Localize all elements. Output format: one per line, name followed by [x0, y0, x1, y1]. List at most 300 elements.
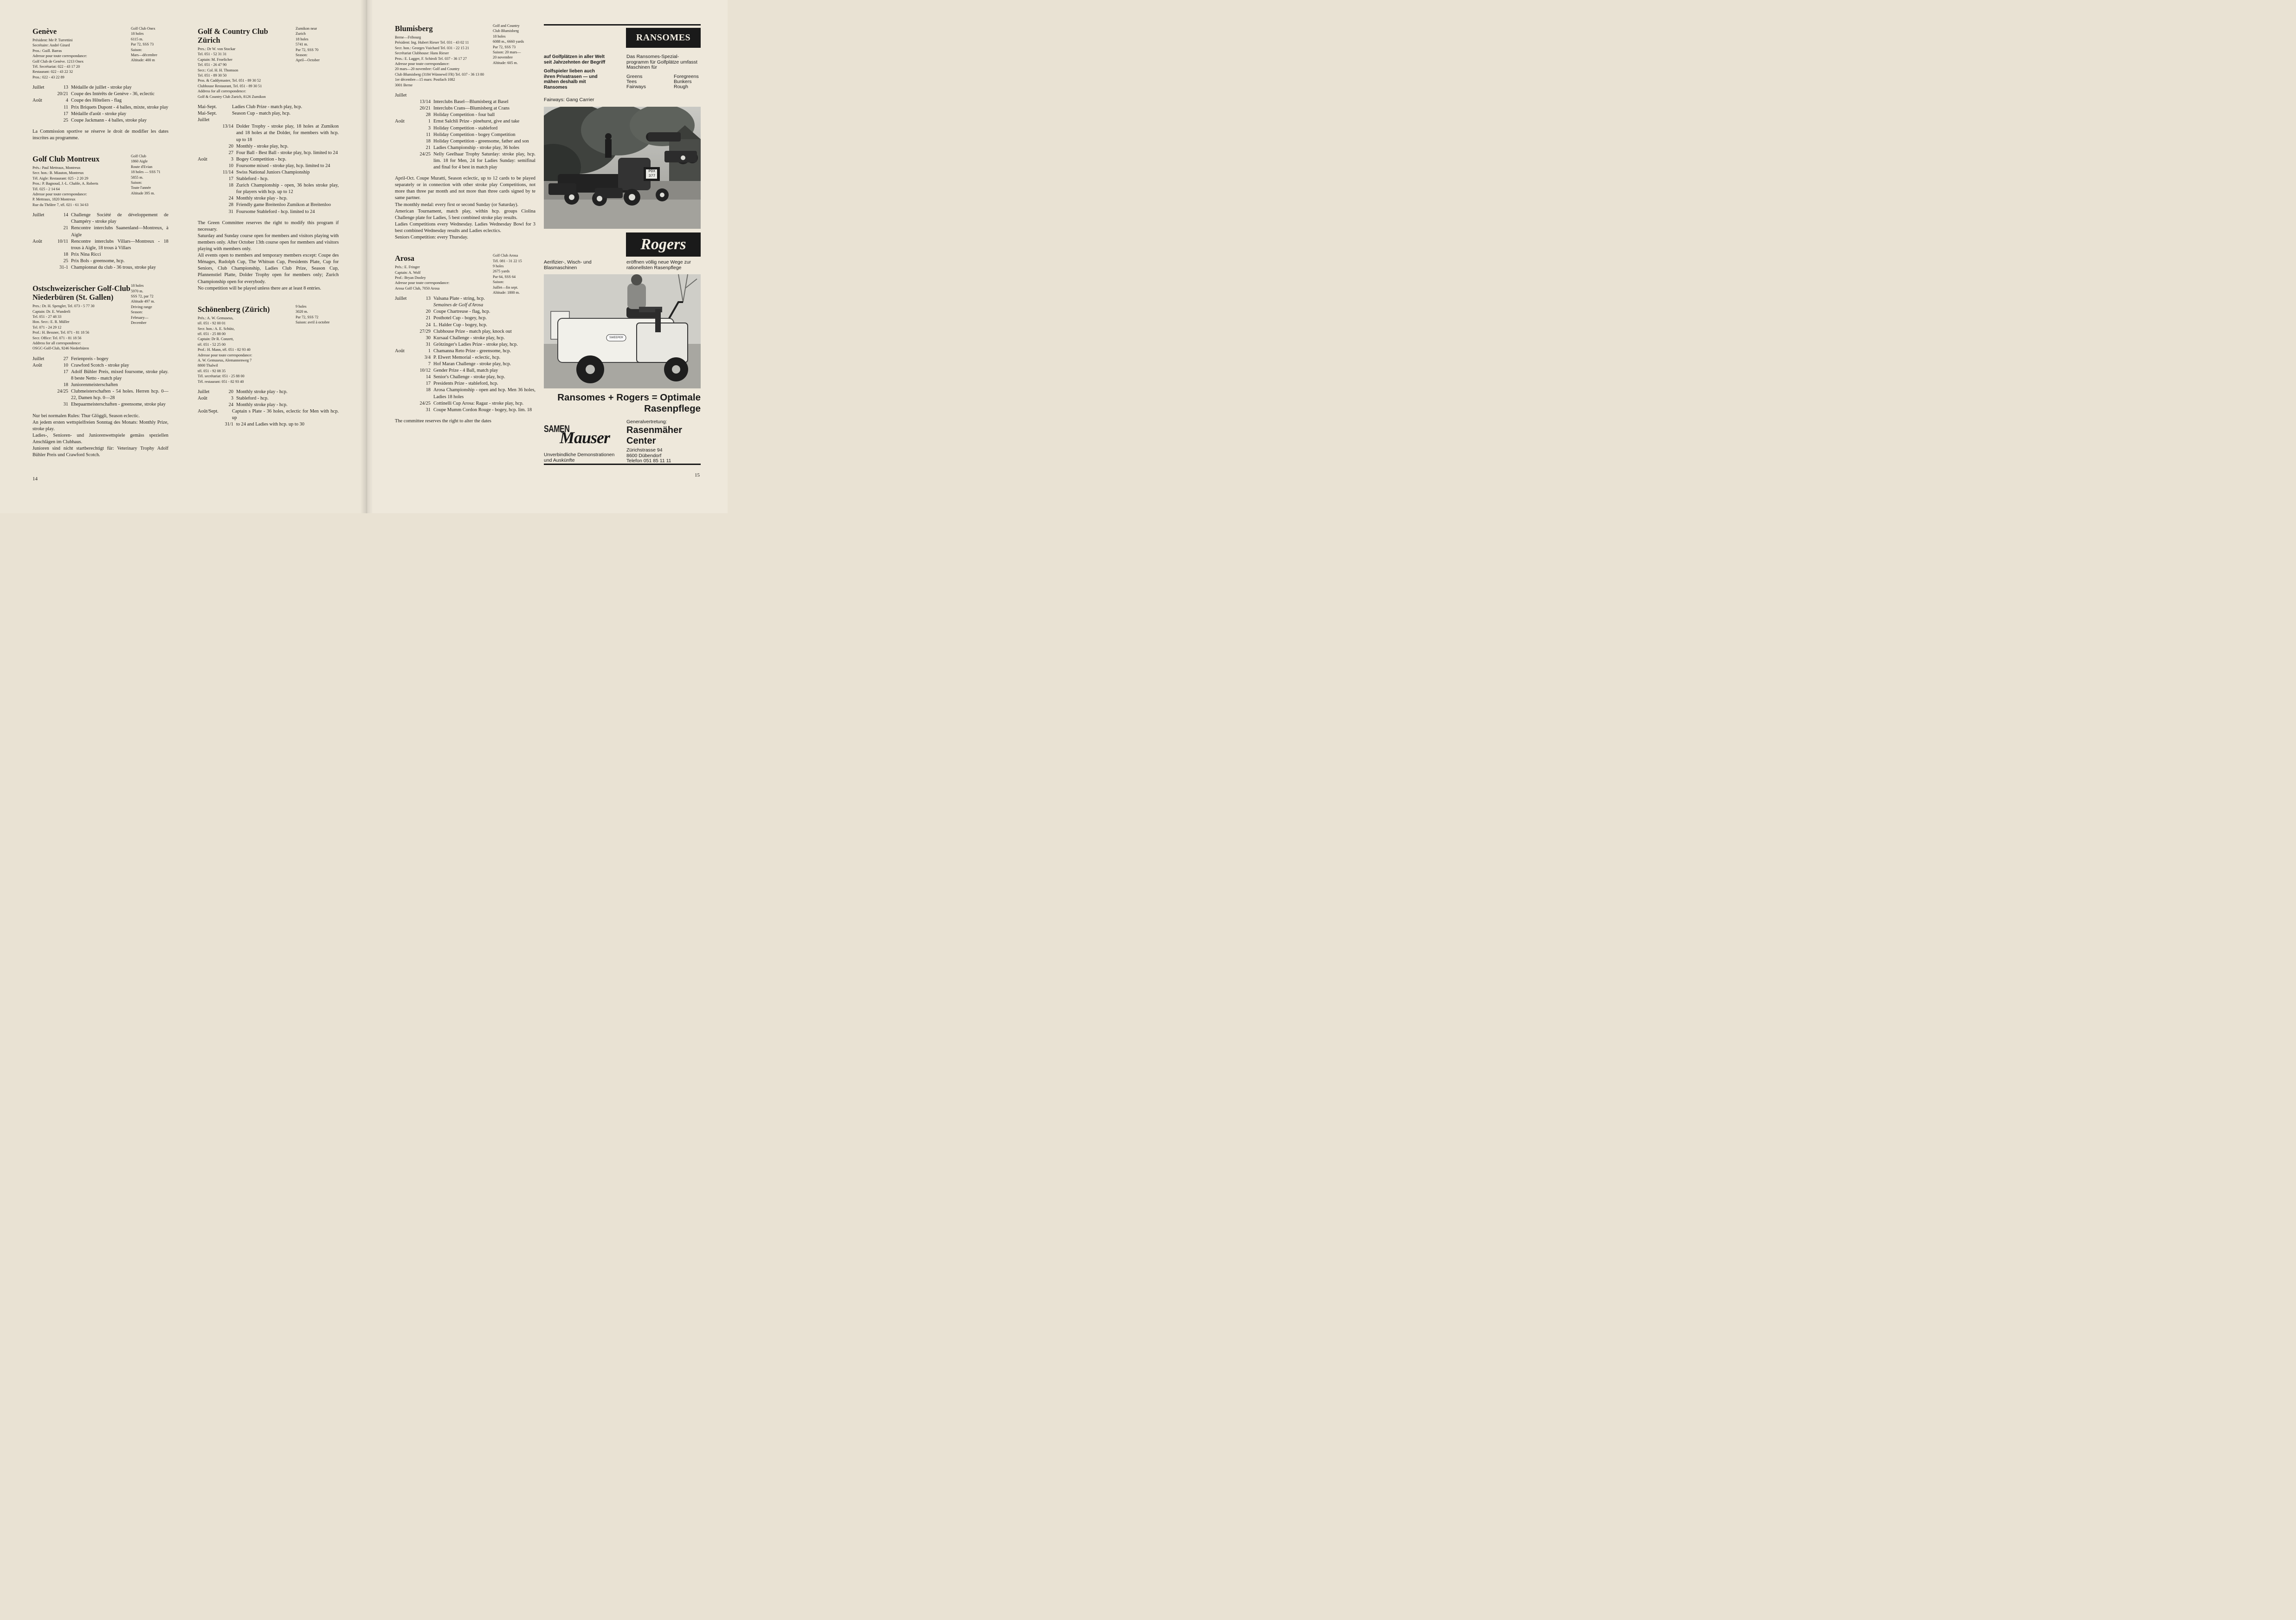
event-title: Crawford Scotch - stroke play — [71, 362, 129, 368]
event-row — [198, 209, 339, 215]
event-date: 17 — [228, 176, 233, 182]
event-title: Semaines de Golf d'Arosa — [433, 303, 484, 308]
event-row — [395, 322, 535, 329]
event-month — [32, 265, 52, 271]
event-month — [395, 387, 415, 400]
event-row — [395, 309, 535, 315]
event-month — [32, 382, 52, 388]
event-row — [395, 368, 535, 374]
event-month — [32, 252, 52, 258]
club-officials: Prés.: E. Fringer Captain: A. Wolf Prof.: Bryan Dooley Adresse pour toute correspondance: Arosa Golf Club, 7050 Arosa — [395, 265, 450, 290]
club-note: Nur bei normalen Rules: Thur Glöggli, Season eclectic. An jedem ersten wettspielfreien Sonntag des Monats: Monthly Prize, stroke play. Ladies-, Senioren- und Juniorenwettspiele gemäss speziellen Anschlägen im Clubhaus. Junioren sind nicht startberechtigt für: Veterinary Trophy Adolf Bühler Preis und Crawford Scotch. — [32, 413, 168, 458]
club-note: April-Oct. Coupe Muratti, Season eclectic, up to 12 cards to be played separately or in connection with other stroke play Competitions, not more than three par month and not more than three cards signed by te same partner. The monthly medal: every first or second Sunday (or Saturday). American Tournament, match play, within hcp. groups Ciolina Challenge plate for Ladies, 5 best combined stroke play results. Ladies Competitions every Wednesday. Ladies Wednesday Bowl for 3 best combined Wednesday results and Ladies eclectics. Seniors Competition: every Thursday. — [395, 176, 535, 240]
event-title: Holiday Competition - four ball — [433, 112, 495, 118]
event-row — [395, 118, 535, 125]
event-row — [395, 329, 535, 335]
event-date: 4 — [65, 98, 68, 103]
advert-bottom-rule — [544, 464, 701, 465]
event-title: Cottinelli Cup Arosa: Ragaz - stroke play, hcp. — [433, 400, 524, 406]
event-title: Monthly stroke play - hcp. — [236, 402, 288, 408]
club-title-line: Schönenberg (Zürich) — [198, 304, 270, 314]
event-row — [32, 104, 168, 111]
event-row — [32, 84, 168, 91]
event-date: 27 — [63, 356, 68, 361]
event-month — [198, 195, 218, 202]
club-header — [32, 26, 168, 80]
event-date: 1 — [428, 348, 431, 354]
licence-plate: PDX 377 — [648, 169, 656, 178]
machine-bunkers: Bunkers — [674, 79, 692, 84]
event-title: Juniorenmeisterschaften — [71, 382, 118, 388]
event-list — [395, 92, 535, 171]
club-header — [395, 23, 535, 88]
event-date: 20/21 — [57, 91, 68, 97]
event-title: Coupe des Hôteliers - flag — [71, 98, 122, 103]
event-title: Friendly game Breitenloo Zumikon at Breitenloo — [236, 202, 331, 208]
event-date: 10/12 — [419, 368, 431, 374]
event-month: Août — [32, 362, 42, 368]
event-title: Ernst Salchli Prize - pinehurst, give and take — [433, 119, 520, 124]
event-month: Août — [32, 239, 42, 244]
club-title-line: Arosa — [395, 254, 414, 263]
course-details: Zumikon near Zurich 18 holes 5741 m. Par 72, SSS 70 Season: April—October — [296, 26, 320, 63]
club-title-line: Zürich — [198, 36, 220, 45]
event-month — [198, 209, 218, 215]
club-header — [198, 304, 339, 384]
rogers-intro-left: Aerifizier-, Wisch- und Blasmaschinen — [544, 259, 592, 271]
club-note: The Green Committee reserves the right to modify this program if necessary. Saturday and Sunday course open for members and visitors playing with members only. After October 13th course open for members and visitors playing with members only. All events open to members and temporary members except: Coupe des Ménages, Rudolph Cup, The Whitsun Cup, Presidents Plate, Cup for Seniors, Club Championship, Ladies Club Prize, Season Cup, Pfannenstiel Platte, Dolder Trophy open for members only; Zurich Championship open for everybody. No competition will be played unless there are at least 8 entries. — [198, 220, 339, 291]
event-row — [395, 315, 535, 322]
samen-mauser-logo — [544, 418, 618, 455]
event-row — [395, 151, 535, 171]
course-details: Golf Club 1860 Aigle Route d'Evian 18 holes — SSS 71 5855 m. Saison: Toute l'année Altitude 395 m. — [131, 154, 161, 195]
event-row — [198, 156, 339, 163]
event-title: Stableford - hcp. — [236, 396, 269, 401]
event-date: 3 — [428, 125, 431, 131]
event-month — [198, 176, 218, 182]
event-title: Holiday Competition - bogey Competition — [433, 132, 516, 137]
center-address — [626, 448, 671, 464]
event-month — [198, 123, 218, 143]
event-row — [198, 182, 339, 195]
event-title: Médaille d'août - stroke play — [71, 111, 127, 116]
event-month — [395, 368, 415, 374]
event-month — [395, 361, 415, 368]
event-title: Adolf Bühler Preis, mixed foursome, stroke play. 8 beste Netto - match play — [71, 369, 168, 381]
rogers-intro-right: eröffnen völlig neue Wege zur rationellsten Rasenpflege — [626, 259, 691, 271]
event-date: 25 — [63, 117, 68, 123]
event-title: Championnat du club - 36 trous, stroke play — [71, 265, 156, 270]
event-date: 31 — [63, 402, 68, 407]
machine-tees: Tees — [626, 79, 637, 84]
mauser-caption: Unverbindliche Demonstrationen und Auskünfte — [544, 452, 615, 463]
club-officials: Président: Me P. Turrettini Secrétaire: André Girard Pros.: Guill. Barras Adresse pour toute correspondance: Golf Club de Genève. 1213 Onex Tél. Secrétariat: 022 - 43 17 20 Restaurant: 022 - 43 22 32 Pros.: 022 - 43 22 89 — [32, 38, 87, 79]
event-date: 17 — [426, 381, 431, 387]
address-line-3: Telefon 051 85 11 11 — [626, 458, 671, 464]
event-row — [395, 99, 535, 105]
event-title: Arosa Championship - open and hcp. Men 36 holes, Ladies 18 holes — [433, 387, 535, 400]
event-date: 3/4 — [424, 355, 431, 360]
event-title: Nelly Geelhaar Trophy Saturday: stroke play, hcp. lim. 18 for Men, 24 for Ladies Sunday: semifinal and final for 4 best in match play — [433, 151, 535, 170]
event-title: Hof Maran Challenge - stroke play, hcp. — [433, 361, 511, 367]
club-title-line: Genève — [32, 27, 57, 36]
sweeper-photo — [544, 274, 701, 388]
event-month — [395, 374, 415, 381]
ransomes-logo: RANSOMES — [626, 28, 701, 48]
event-date: 13 — [426, 296, 431, 302]
event-month: Juillet — [32, 85, 45, 90]
event-title: Rencontre interclubs Saanenland—Montreux, à Aigle — [71, 226, 168, 238]
event-date: 30 — [426, 335, 431, 341]
event-title: Clubmeisterschaften - 54 holes. Herren hcp. 0—22, Damen hcp. 0—28 — [71, 389, 168, 401]
club-header — [32, 283, 168, 351]
event-date — [218, 117, 236, 123]
event-date: 24/25 — [419, 400, 431, 406]
event-title: Chamanna Reto Prize - greensome, hcp. — [433, 348, 511, 354]
event-month — [395, 322, 415, 329]
event-date — [415, 92, 433, 99]
event-month — [32, 117, 52, 124]
advert-slogan — [544, 392, 701, 414]
event-date: 24 — [228, 196, 233, 201]
event-month: Août — [198, 396, 207, 401]
event-row — [395, 374, 535, 381]
club-officials: Pres.: Dr W. von Stockar Tel. 051 - 52 31 31 Captain: M. Froelicher Tel. 051 - 26 47 90 Secr.: Col. H. H. Thomson Tel. 051 - 89 30 50 Pros. & Caddymaster, Tel. 051 - 89 30 52 Clubhouse Restaurant, Tel. 051 - 89 30 51 Address for all correspondence: Golf & Country Club Zurich, 8126 Zumikon — [198, 47, 266, 99]
event-title: Interclubs Basel—Blumisberg at Basel — [433, 99, 509, 105]
event-row — [395, 335, 535, 342]
event-month — [395, 381, 415, 387]
event-date: 11 — [63, 104, 68, 110]
event-date: 18 — [228, 183, 233, 188]
event-month — [32, 388, 52, 401]
event-date: 18 — [426, 138, 431, 144]
event-title: Clubhouse Prize - match play, knock out — [433, 329, 512, 334]
slogan-line-1: Ransomes + Rogers = Optimale — [557, 392, 701, 403]
event-date: 24/25 — [57, 389, 68, 394]
ransomes-intro-right: Das Ransomes-Spezial-programm für Golfplätze umfasst Maschinen für — [626, 54, 697, 70]
event-date: 14 — [426, 374, 431, 380]
rasenmaeher-center — [626, 425, 682, 446]
event-list — [32, 212, 168, 271]
event-month — [198, 150, 218, 156]
event-date: 11/14 — [222, 170, 233, 175]
event-date: 11 — [426, 132, 431, 137]
event-title: Rencontre interclubs Villars—Montreux - 18 trous à Aigle, 18 trous à Villars — [71, 239, 168, 251]
event-month: Juillet — [395, 296, 407, 302]
event-date: 24 — [228, 402, 233, 408]
club-header — [32, 154, 168, 207]
event-date: 20/21 — [419, 106, 431, 111]
club-section — [32, 283, 168, 458]
machine-fairways: Fairways — [626, 84, 646, 90]
event-row — [198, 150, 339, 156]
event-month — [32, 91, 52, 97]
event-row — [32, 111, 168, 117]
event-title: Presidents Prize - stableford, hcp. — [433, 381, 498, 387]
event-title: Valsana Plate - string, hcp. — [433, 296, 485, 302]
club-officials: Berne—Fribourg Président: Ing. Hubert Rieser Tel. 031 - 43 02 11 Secr. hon.: Georges Vuichard Tel. 031 - 22 15 21 Secrétariat Clubhouse: Hans Rieser Pros.: E. Lagger, F. Schiroli Tel. 037 - 36 17 27 Adresse pour toute correspondance: 20 mars—20 novembre: Golf and Country Club Blumisberg (3184 Wünnewil FR) Tel. 037 - 36 13 80 1er décembre—15 mars: Postfach 1082 3001 Berne — [395, 35, 484, 87]
event-title: Zurich Championship - open, 36 holes stroke play, for players with hcp. up to 12 — [236, 183, 339, 195]
event-row — [395, 400, 535, 407]
event-month — [395, 407, 415, 413]
event-month — [395, 145, 415, 151]
event-row — [198, 117, 339, 123]
event-row — [395, 302, 535, 309]
event-month: Juillet — [395, 93, 407, 98]
event-date: 10 — [228, 163, 233, 168]
slogan-line-2: Rasenpflege — [644, 403, 701, 414]
club-title-line: Golf & Country Club — [198, 27, 268, 36]
event-title — [236, 117, 339, 123]
event-month — [32, 111, 52, 117]
event-row — [198, 195, 339, 202]
event-title: Prix Briquets Dupont - 4 balles, mixte, stroke play — [71, 104, 168, 110]
event-date: 18 — [63, 252, 68, 257]
event-row — [32, 362, 168, 369]
event-row — [395, 342, 535, 348]
event-row — [395, 145, 535, 151]
event-row — [198, 402, 339, 408]
event-month — [198, 182, 218, 195]
event-row — [395, 132, 535, 138]
event-row — [198, 421, 339, 428]
club-section — [198, 26, 339, 292]
address-line-1: Zürichstrasse 94 — [626, 447, 663, 453]
event-date: 24/25 — [419, 151, 431, 157]
event-date: 13 — [63, 85, 68, 90]
event-date: 31 — [426, 407, 431, 413]
center-line-1: Rasenmäher — [626, 425, 683, 435]
event-date: 27/29 — [419, 329, 431, 334]
event-row — [32, 401, 168, 408]
event-date: 18 — [426, 387, 431, 393]
event-title: Prix Nina Ricci — [71, 252, 101, 257]
event-month — [32, 225, 52, 238]
event-month — [395, 315, 415, 322]
event-title: Foursome Stableford - hcp. limited to 24 — [236, 209, 315, 214]
event-row — [395, 348, 535, 355]
event-date: 20 — [228, 143, 233, 149]
event-date: 17 — [63, 111, 68, 116]
event-title: Senior's Challenge - stroke play, hcp. — [433, 374, 505, 380]
event-row — [32, 356, 168, 362]
event-title: to 24 and Ladies with hcp. up to 30 — [236, 422, 304, 427]
event-date: 18 — [63, 382, 68, 388]
event-row — [32, 388, 168, 401]
event-list — [32, 84, 168, 124]
event-title: Dolder Trophy - stroke play, 18 holes at Zumikon and 18 holes at the Dolder, for members with hcp. up to 18 — [236, 124, 339, 142]
event-month — [395, 125, 415, 132]
event-title: Kursaal Challenge - stroke play, hcp. — [433, 335, 505, 341]
event-list — [395, 296, 535, 413]
right-column-1 — [395, 23, 535, 437]
event-title: Médaille de juillet - stroke play — [71, 85, 132, 90]
course-details: Golf and Country Club Blumisberg 18 holes 6088 m., 6660 yards Par 72, SSS 73 Saison: 20 mars— 20 novembre Altitude: 605 m. — [493, 24, 524, 65]
event-date: 14 — [63, 213, 68, 218]
event-month — [198, 143, 218, 150]
club-header — [198, 26, 339, 99]
page-gutter — [360, 0, 373, 513]
event-title: Foursome mixed - stroke play, hcp. limited to 24 — [236, 163, 330, 168]
center-line-2: Center — [626, 436, 656, 446]
event-title: Prix Bols - greensome, hcp. — [71, 258, 125, 264]
event-row — [32, 265, 168, 271]
event-date: 13/14 — [419, 99, 431, 105]
gang-carrier-photo — [544, 107, 701, 229]
ransomes-rogers-advert — [544, 24, 701, 465]
address-line-2: 8600 Dübendorf — [626, 452, 662, 458]
event-month — [395, 329, 415, 335]
event-month — [395, 138, 415, 145]
event-month — [395, 112, 415, 118]
event-month — [198, 402, 218, 408]
club-title-line: Blumisberg — [395, 24, 433, 33]
event-date — [415, 302, 433, 309]
event-month: Août — [395, 119, 405, 124]
event-month: Juillet — [32, 356, 45, 361]
event-title: Grötzinger's Ladies Prize - stroke play, hcp. — [433, 342, 518, 347]
event-row — [198, 176, 339, 182]
machine-foregreens: Foregreens — [674, 74, 699, 79]
club-section — [32, 26, 168, 142]
event-date: 7 — [428, 361, 431, 367]
left-column-2 — [198, 26, 339, 440]
event-date: 17 — [63, 369, 68, 374]
generalvertretung-label: Generalvertretung: — [626, 419, 667, 425]
event-title: Bogey Competition - hcp. — [236, 156, 286, 162]
event-date: 31/1 — [225, 422, 233, 427]
event-month — [32, 258, 52, 265]
event-row — [198, 395, 339, 402]
event-month — [32, 401, 52, 408]
event-month: Juillet — [198, 117, 210, 123]
event-month: Août — [198, 156, 207, 162]
event-date: 31 — [426, 342, 431, 347]
event-date: 3 — [231, 396, 233, 401]
event-month — [395, 400, 415, 407]
event-title: Coupe Mumm Cordon Rouge - bogey, hcp. lim. 18 — [433, 407, 532, 413]
club-section — [32, 154, 168, 271]
event-month: Août/Sept. — [198, 409, 219, 414]
event-row — [395, 112, 535, 118]
event-row — [32, 239, 168, 252]
event-row — [32, 91, 168, 97]
club-section — [395, 23, 535, 241]
event-row — [395, 92, 535, 99]
club-title-line: Niederbüren (St. Gallen) — [32, 293, 114, 302]
event-date: 25 — [63, 258, 68, 264]
event-date: 24 — [426, 322, 431, 328]
club-header — [395, 253, 535, 295]
event-month — [32, 104, 52, 111]
event-title: Challenge Société de développement de Champéry - stroke play — [71, 213, 168, 225]
page-number-left: 14 — [32, 476, 38, 482]
club-note: The committee reserves the right to alter the dates — [395, 418, 491, 424]
event-title: Ladies Club Prize - match play, hcp. — [232, 104, 303, 110]
event-month — [395, 99, 415, 105]
event-row — [32, 117, 168, 124]
magazine-spread — [0, 0, 728, 513]
event-row — [198, 202, 339, 208]
event-month — [395, 335, 415, 342]
event-row — [198, 408, 339, 421]
event-date: 10/11 — [57, 239, 68, 244]
event-title: L. Halder Cup - bogey, hcp. — [433, 322, 487, 328]
club-section — [198, 304, 339, 428]
event-month — [198, 421, 218, 428]
event-date: 20 — [426, 309, 431, 315]
event-row — [32, 252, 168, 258]
event-title: Monthly stroke play - hcp. — [236, 196, 288, 201]
mauser-wordmark: Mauser — [560, 428, 610, 447]
event-row — [395, 387, 535, 400]
event-month: Juillet — [32, 213, 45, 218]
event-row — [32, 225, 168, 238]
course-details: Golf Club Onex 18 holes 6115 m. Par 72, SSS 73 Saison: Mars—décembre Altitude: 400 m — [131, 26, 157, 63]
event-date: 21 — [426, 145, 431, 150]
event-date: 31 — [228, 209, 233, 214]
event-title: P. Elwert Memorial - eclectic, hcp. — [433, 355, 501, 360]
event-date: 28 — [426, 112, 431, 118]
fairways-caption: Fairways: Gang Carrier — [544, 97, 594, 103]
event-title: Interclubs Crans—Blumisberg at Crans — [433, 106, 510, 111]
event-list — [32, 356, 168, 408]
event-title: Posthotel Cup - bogey, hcp. — [433, 316, 487, 321]
event-date: 21 — [63, 226, 68, 231]
event-row — [198, 110, 339, 117]
sweeper-illustration — [544, 274, 701, 388]
samen-wordmark: SAMEN — [544, 424, 570, 435]
sweeper-label: SWEEPER — [609, 336, 623, 339]
gang-carrier-illustration — [544, 107, 701, 229]
event-title: Holiday Competition - stableford — [433, 125, 498, 131]
event-row — [32, 382, 168, 388]
event-row — [198, 163, 339, 169]
event-date: 3 — [231, 156, 233, 162]
event-title — [433, 92, 535, 99]
event-row — [32, 212, 168, 225]
ransomes-intro-left-2: Golfspieler lieben auch ihren Privatrasen — und mähen deshalb mit Ransomes — [544, 69, 598, 90]
event-title: Season Cup - match play, hcp. — [232, 111, 291, 116]
event-title: Monthly stroke play - hcp. — [236, 389, 288, 394]
event-row — [32, 97, 168, 104]
event-row — [32, 258, 168, 265]
club-section — [395, 253, 535, 425]
event-title: Ladies Championship - stroke play, 36 holes — [433, 145, 519, 150]
event-title: Monthly - stroke play, hcp. — [236, 143, 289, 149]
event-month — [395, 132, 415, 138]
club-officials: Pres.: Dr. H. Spengler, Tel. 073 - 5 77 30 Captain: Dr. E. Wunderli Tel. 051 - 27 48 33 Hon. Secr.: E. R. Müller Tel. 071 - 24 29 12 Prof.: H. Bessner, Tel. 071 - 81 18 56 Secr. Office: Tel. 071 - 81 18 56 Address for all correspondence: OSGC-Golf-Club, 9246 Niederbüren — [32, 304, 95, 351]
event-row — [395, 355, 535, 361]
event-row — [198, 123, 339, 143]
event-title: Coupe Chartreuse - flag, hcp. — [433, 309, 490, 315]
event-row — [32, 369, 168, 382]
event-date: 20 — [228, 389, 233, 394]
event-date: 31-1 — [59, 265, 68, 270]
event-title: Coupe Jackmann - 4 balles, stroke play — [71, 117, 147, 123]
event-month: Août — [32, 98, 42, 103]
event-month — [198, 169, 218, 176]
event-row — [198, 169, 339, 176]
event-date: 28 — [228, 202, 233, 208]
event-row — [198, 143, 339, 150]
club-officials: Prés.: Paul Mettraux, Montreux Secr. hon.: B. Miauton, Montreux Tél. Aigle: Restaurant: 025 - 2 20 29 Pros.: P. Bagnoud, J.-L. Chable, A. Roberts Tél. 025 - 2 14 64 Adresse pour toute correspondance: P. Mettraux, 1820 Montreux Rue du Théâtre 7, tél. 021 - 61 34 63 — [32, 166, 98, 207]
event-month — [395, 151, 415, 171]
advert-top-rule — [544, 24, 701, 26]
machine-rough: Rough — [674, 84, 688, 90]
event-month: Juillet — [198, 389, 210, 394]
event-month — [198, 202, 218, 208]
